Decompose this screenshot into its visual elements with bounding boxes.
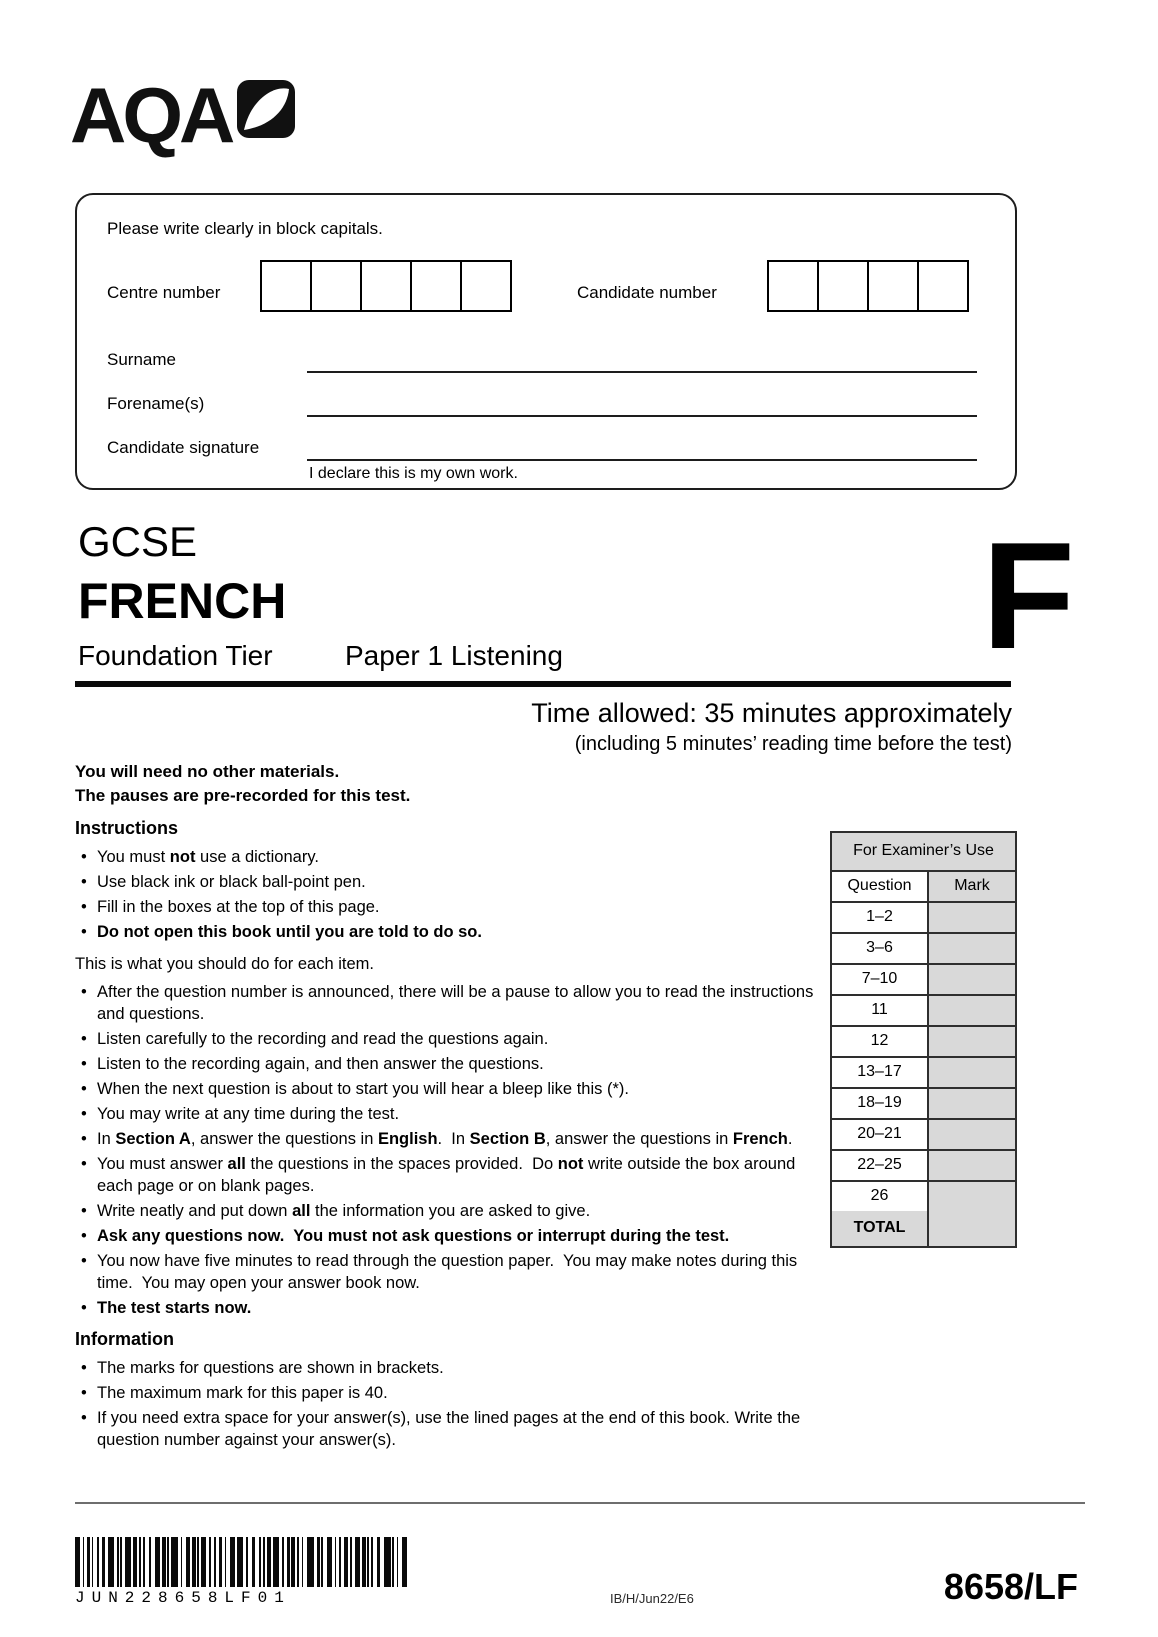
- text-segment: all: [227, 1155, 246, 1173]
- text-segment: Write neatly and put down: [97, 1202, 293, 1220]
- total-label: TOTAL: [832, 1211, 929, 1246]
- barcode-bar: [287, 1537, 290, 1587]
- barcode-bar: [149, 1537, 151, 1587]
- bullet-item: [75, 1407, 819, 1451]
- barcode-bar: [167, 1537, 169, 1587]
- tier-title: Foundation Tier: [78, 640, 273, 671]
- examiner-table-row: [832, 1058, 1015, 1089]
- instructions-bullets-2: [75, 981, 819, 1319]
- barcode-bar: [87, 1537, 90, 1587]
- examiner-table-row: [832, 1027, 1015, 1058]
- bullet-item: [75, 1128, 819, 1150]
- bullet-item: [75, 1200, 819, 1222]
- barcode-bar: [102, 1537, 105, 1587]
- text-segment: write outside the box around each page or on blank pages.: [97, 1155, 800, 1195]
- bullet-item: [75, 1078, 819, 1100]
- forenames-label: Forename(s): [107, 394, 205, 413]
- bullet-item: [75, 921, 819, 943]
- mark-cell: [929, 1120, 1015, 1149]
- barcode-bar: [327, 1537, 332, 1587]
- examiner-table-row: [832, 1182, 1015, 1211]
- bullet-icon: •: [81, 1055, 87, 1073]
- text-segment: use a dictionary.: [195, 848, 319, 866]
- paper-title: Paper 1 Listening: [345, 640, 563, 671]
- barcode-bar: [97, 1537, 99, 1587]
- bullet-item: [75, 871, 819, 893]
- text-segment: When the next question is about to start you will hear a bleep like this (*).: [97, 1080, 629, 1098]
- bullet-text: [97, 1128, 792, 1150]
- text-segment: not: [169, 848, 196, 866]
- barcode-bar: [335, 1537, 337, 1587]
- barcode-bar: [371, 1537, 373, 1587]
- barcode-text: JUN228658LF01: [75, 1589, 291, 1607]
- barcode-bar: [267, 1537, 270, 1587]
- examiner-table-header: [832, 872, 1015, 903]
- time-note: (including 5 minutes’ reading time before the test): [574, 733, 1012, 755]
- bullet-text: [97, 1153, 819, 1197]
- bullet-text: [97, 1357, 444, 1379]
- barcode-bar: [259, 1537, 261, 1587]
- bullet-text: [97, 1103, 399, 1125]
- text-segment: , answer the questions in: [545, 1130, 733, 1148]
- barcode-bar: [273, 1537, 278, 1587]
- text-segment: not: [557, 1155, 584, 1173]
- barcode-bar: [339, 1537, 341, 1587]
- bullet-item: [75, 1357, 819, 1379]
- bullet-icon: •: [81, 1409, 87, 1427]
- surname-label: Surname: [107, 350, 176, 369]
- question-range-cell: 13–17: [832, 1058, 929, 1087]
- text-segment: The maximum mark for this paper is 40.: [97, 1384, 388, 1402]
- aqa-leaf-icon: [237, 80, 295, 138]
- examiner-table-row: [832, 965, 1015, 996]
- information-bullets: [75, 1357, 819, 1451]
- bullet-text: [97, 1407, 819, 1451]
- bullet-item: [75, 1225, 819, 1247]
- text-segment: .: [787, 1130, 793, 1148]
- barcode-bar: [307, 1537, 314, 1587]
- centre-number-cell[interactable]: [410, 260, 462, 312]
- barcode-bar: [297, 1537, 299, 1587]
- qualification-title: GCSE: [78, 518, 198, 565]
- text-segment: Do not open this book until you are told to do so.: [97, 923, 482, 941]
- bullet-item: [75, 1103, 819, 1125]
- signature-line[interactable]: [307, 403, 977, 461]
- centre-number-label: Centre number: [107, 283, 221, 302]
- bullet-icon: •: [81, 1030, 87, 1048]
- barcode-bar: [162, 1537, 165, 1587]
- materials-line-2: The pauses are pre-recorded for this test.: [75, 786, 411, 805]
- aqa-logo: [70, 71, 295, 159]
- barcode-bar: [214, 1537, 216, 1587]
- text-segment: You may write at any time during the test.: [97, 1105, 400, 1123]
- candidate-number-cell[interactable]: [817, 260, 869, 312]
- bullet-icon: •: [81, 983, 87, 1001]
- bullet-icon: •: [81, 923, 87, 941]
- question-range-cell: 22–25: [832, 1151, 929, 1180]
- bullet-item: [75, 981, 819, 1025]
- barcode-bar: [83, 1537, 85, 1587]
- text-segment: Section B: [469, 1130, 546, 1148]
- question-range-cell: 1–2: [832, 903, 929, 932]
- bullet-item: [75, 1153, 819, 1197]
- barcode-bar: [350, 1537, 352, 1587]
- barcode-bar: [201, 1537, 206, 1587]
- text-segment: If you need extra space for your answer(s), use the lined pages at the end of this book. Write the question number against your answer(s).: [97, 1409, 805, 1449]
- barcode-bar: [282, 1537, 284, 1587]
- examiner-table-row: [832, 934, 1015, 965]
- bullet-icon: •: [81, 1105, 87, 1123]
- bullet-icon: •: [81, 1130, 87, 1148]
- bullet-text: [97, 981, 819, 1025]
- barcode-bar: [230, 1537, 235, 1587]
- question-range-cell: 3–6: [832, 934, 929, 963]
- bullet-text: [97, 921, 482, 943]
- text-segment: Listen carefully to the recording and read the questions again.: [97, 1030, 549, 1048]
- text-segment: Use black ink or black ball-point pen.: [97, 873, 366, 891]
- text-segment: Ask any questions now. You must not ask questions or interrupt during the test.: [97, 1227, 730, 1245]
- bullet-item: [75, 896, 819, 918]
- text-segment: Listen to the recording again, and then answer the questions.: [97, 1055, 544, 1073]
- centre-number-cell[interactable]: [310, 260, 362, 312]
- candidate-number-cell[interactable]: [767, 260, 819, 312]
- text-segment: . In: [437, 1130, 470, 1148]
- text-segment: After the question number is announced, there will be a pause to allow you to read the instructions and questions.: [97, 983, 818, 1023]
- candidate-details-box: [75, 193, 1017, 490]
- barcode-bar: [367, 1537, 369, 1587]
- bullet-icon: •: [81, 1359, 87, 1377]
- bullet-icon: •: [81, 1080, 87, 1098]
- barcode-bars-icon: [75, 1537, 425, 1587]
- question-range-cell: 20–21: [832, 1120, 929, 1149]
- barcode-bar: [344, 1537, 347, 1587]
- bullet-text: [97, 1028, 548, 1050]
- centre-number-cell[interactable]: [260, 260, 312, 312]
- barcode-bar: [302, 1537, 304, 1587]
- bullet-icon: •: [81, 1252, 87, 1270]
- examiner-table-total-row: [832, 1211, 1015, 1246]
- barcode-bar: [377, 1537, 380, 1587]
- bullet-text: [97, 871, 366, 893]
- instructions-bullets-1: [75, 846, 819, 943]
- block-capitals-note: Please write clearly in block capitals.: [107, 219, 383, 238]
- text-segment: , answer the questions in: [190, 1130, 378, 1148]
- barcode-bar: [155, 1537, 160, 1587]
- barcode-bar: [171, 1537, 178, 1587]
- bullet-item: [75, 1382, 819, 1404]
- question-range-cell: 7–10: [832, 965, 929, 994]
- bullet-icon: •: [81, 1299, 87, 1317]
- barcode-bar: [246, 1537, 248, 1587]
- barcode-bar: [252, 1537, 255, 1587]
- question-column-header: Question: [832, 872, 929, 901]
- footer-rule: [75, 1502, 1085, 1504]
- candidate-number-label: Candidate number: [577, 283, 717, 302]
- barcode-bar: [317, 1537, 320, 1587]
- barcode-bar: [117, 1537, 119, 1587]
- bullet-item: [75, 846, 819, 868]
- bullet-text: [97, 896, 380, 918]
- text-segment: The marks for questions are shown in brackets.: [97, 1359, 444, 1377]
- barcode-bar: [225, 1537, 227, 1587]
- front-page-text: [75, 760, 819, 1454]
- text-segment: You now have five minutes to read through the question paper. You may make notes during this time. You may open your answer book now.: [97, 1252, 802, 1292]
- tier-letter: F: [982, 511, 1075, 681]
- total-mark-cell: [929, 1211, 1015, 1246]
- text-segment: The test starts now.: [97, 1299, 252, 1317]
- barcode-bar: [263, 1537, 265, 1587]
- bullet-icon: •: [81, 1227, 87, 1245]
- bullet-icon: •: [81, 873, 87, 891]
- materials-line-1: You will need no other materials.: [75, 762, 340, 781]
- subject-title: FRENCH: [78, 573, 287, 629]
- instructions-intro: This is what you should do for each item.: [75, 955, 374, 973]
- candidate-number-cells: [767, 260, 969, 312]
- text-segment: In: [97, 1130, 116, 1148]
- barcode-bar: [120, 1537, 122, 1587]
- examiner-table-row: [832, 1151, 1015, 1182]
- mark-cell: [929, 965, 1015, 994]
- barcode-bar: [209, 1537, 211, 1587]
- mark-cell: [929, 1182, 1015, 1211]
- barcode-bar: [192, 1537, 195, 1587]
- bullet-icon: •: [81, 898, 87, 916]
- bullet-text: [97, 1382, 388, 1404]
- barcode-bar: [75, 1537, 80, 1587]
- bullet-item: [75, 1297, 819, 1319]
- title-rule: [75, 681, 1011, 687]
- question-range-cell: 18–19: [832, 1089, 929, 1118]
- barcode-bar: [186, 1537, 189, 1587]
- time-allowed: Time allowed: 35 minutes approximately: [531, 698, 1012, 728]
- bullet-text: [97, 1225, 729, 1247]
- barcode-bar: [139, 1537, 141, 1587]
- bullet-item: [75, 1250, 819, 1294]
- footer-reference: IB/H/Jun22/E6: [610, 1591, 694, 1606]
- text-segment: You must: [97, 848, 170, 866]
- bullet-item: [75, 1053, 819, 1075]
- instructions-heading: Instructions: [75, 818, 179, 838]
- bullet-text: [97, 1200, 590, 1222]
- mark-cell: [929, 903, 1015, 932]
- barcode-bar: [392, 1537, 394, 1587]
- barcode-bar: [237, 1537, 244, 1587]
- barcode-bar: [92, 1537, 94, 1587]
- text-segment: Section A: [115, 1130, 191, 1148]
- text-segment: French: [732, 1130, 788, 1148]
- text-segment: English: [377, 1130, 438, 1148]
- question-range-cell: 26: [832, 1182, 929, 1211]
- paper-code: 8658/LF: [943, 1566, 1078, 1607]
- question-range-cell: 12: [832, 1027, 929, 1056]
- barcode-bar: [181, 1537, 183, 1587]
- centre-number-cell[interactable]: [460, 260, 512, 312]
- examiner-table-row: [832, 1120, 1015, 1151]
- mark-cell: [929, 1058, 1015, 1087]
- examiner-table-row: [832, 996, 1015, 1027]
- barcode-bar: [219, 1537, 222, 1587]
- bullet-icon: •: [81, 1155, 87, 1173]
- bullet-text: [97, 846, 319, 868]
- barcode-bar: [197, 1537, 199, 1587]
- mark-cell: [929, 1089, 1015, 1118]
- bullet-icon: •: [81, 1384, 87, 1402]
- declaration-text: I declare this is my own work.: [309, 465, 518, 482]
- examiner-table-row: [832, 903, 1015, 934]
- barcode-bar: [321, 1537, 323, 1587]
- barcode-bar: [291, 1537, 294, 1587]
- text-segment: You must answer: [97, 1155, 228, 1173]
- barcode-bar: [402, 1537, 407, 1587]
- text-segment: the questions in the spaces provided. Do: [245, 1155, 558, 1173]
- text-segment: the information you are asked to give.: [310, 1202, 591, 1220]
- signature-label: Candidate signature: [107, 438, 260, 457]
- mark-cell: [929, 934, 1015, 963]
- barcode-bar: [362, 1537, 365, 1587]
- centre-number-cell[interactable]: [360, 260, 412, 312]
- centre-number-cells: [260, 260, 512, 312]
- barcode-bar: [133, 1537, 136, 1587]
- barcode-bar: [125, 1537, 130, 1587]
- candidate-number-cell[interactable]: [867, 260, 919, 312]
- bullet-text: [97, 1078, 629, 1100]
- bullet-text: [97, 1297, 251, 1319]
- barcode: [75, 1537, 425, 1607]
- bullet-icon: •: [81, 1202, 87, 1220]
- bullet-icon: •: [81, 848, 87, 866]
- bullet-text: [97, 1250, 819, 1294]
- barcode-bar: [108, 1537, 115, 1587]
- candidate-number-cell[interactable]: [917, 260, 969, 312]
- mark-column-header: Mark: [929, 872, 1015, 901]
- mark-cell: [929, 996, 1015, 1025]
- bullet-item: [75, 1028, 819, 1050]
- examiner-use-table: [830, 831, 1017, 1248]
- examiner-table-title: For Examiner’s Use: [832, 833, 1015, 872]
- examiner-table-row: [832, 1089, 1015, 1120]
- text-segment: Fill in the boxes at the top of this page.: [97, 898, 380, 916]
- barcode-bar: [143, 1537, 145, 1587]
- text-segment: all: [292, 1202, 311, 1220]
- barcode-bar: [355, 1537, 360, 1587]
- examiner-table-rows: [832, 903, 1015, 1211]
- aqa-logo-text: AQA: [70, 71, 232, 159]
- barcode-bar: [397, 1537, 399, 1587]
- question-range-cell: 11: [832, 996, 929, 1025]
- information-heading: Information: [75, 1329, 174, 1349]
- barcode-bar: [384, 1537, 391, 1587]
- mark-cell: [929, 1027, 1015, 1056]
- mark-cell: [929, 1151, 1015, 1180]
- bullet-text: [97, 1053, 544, 1075]
